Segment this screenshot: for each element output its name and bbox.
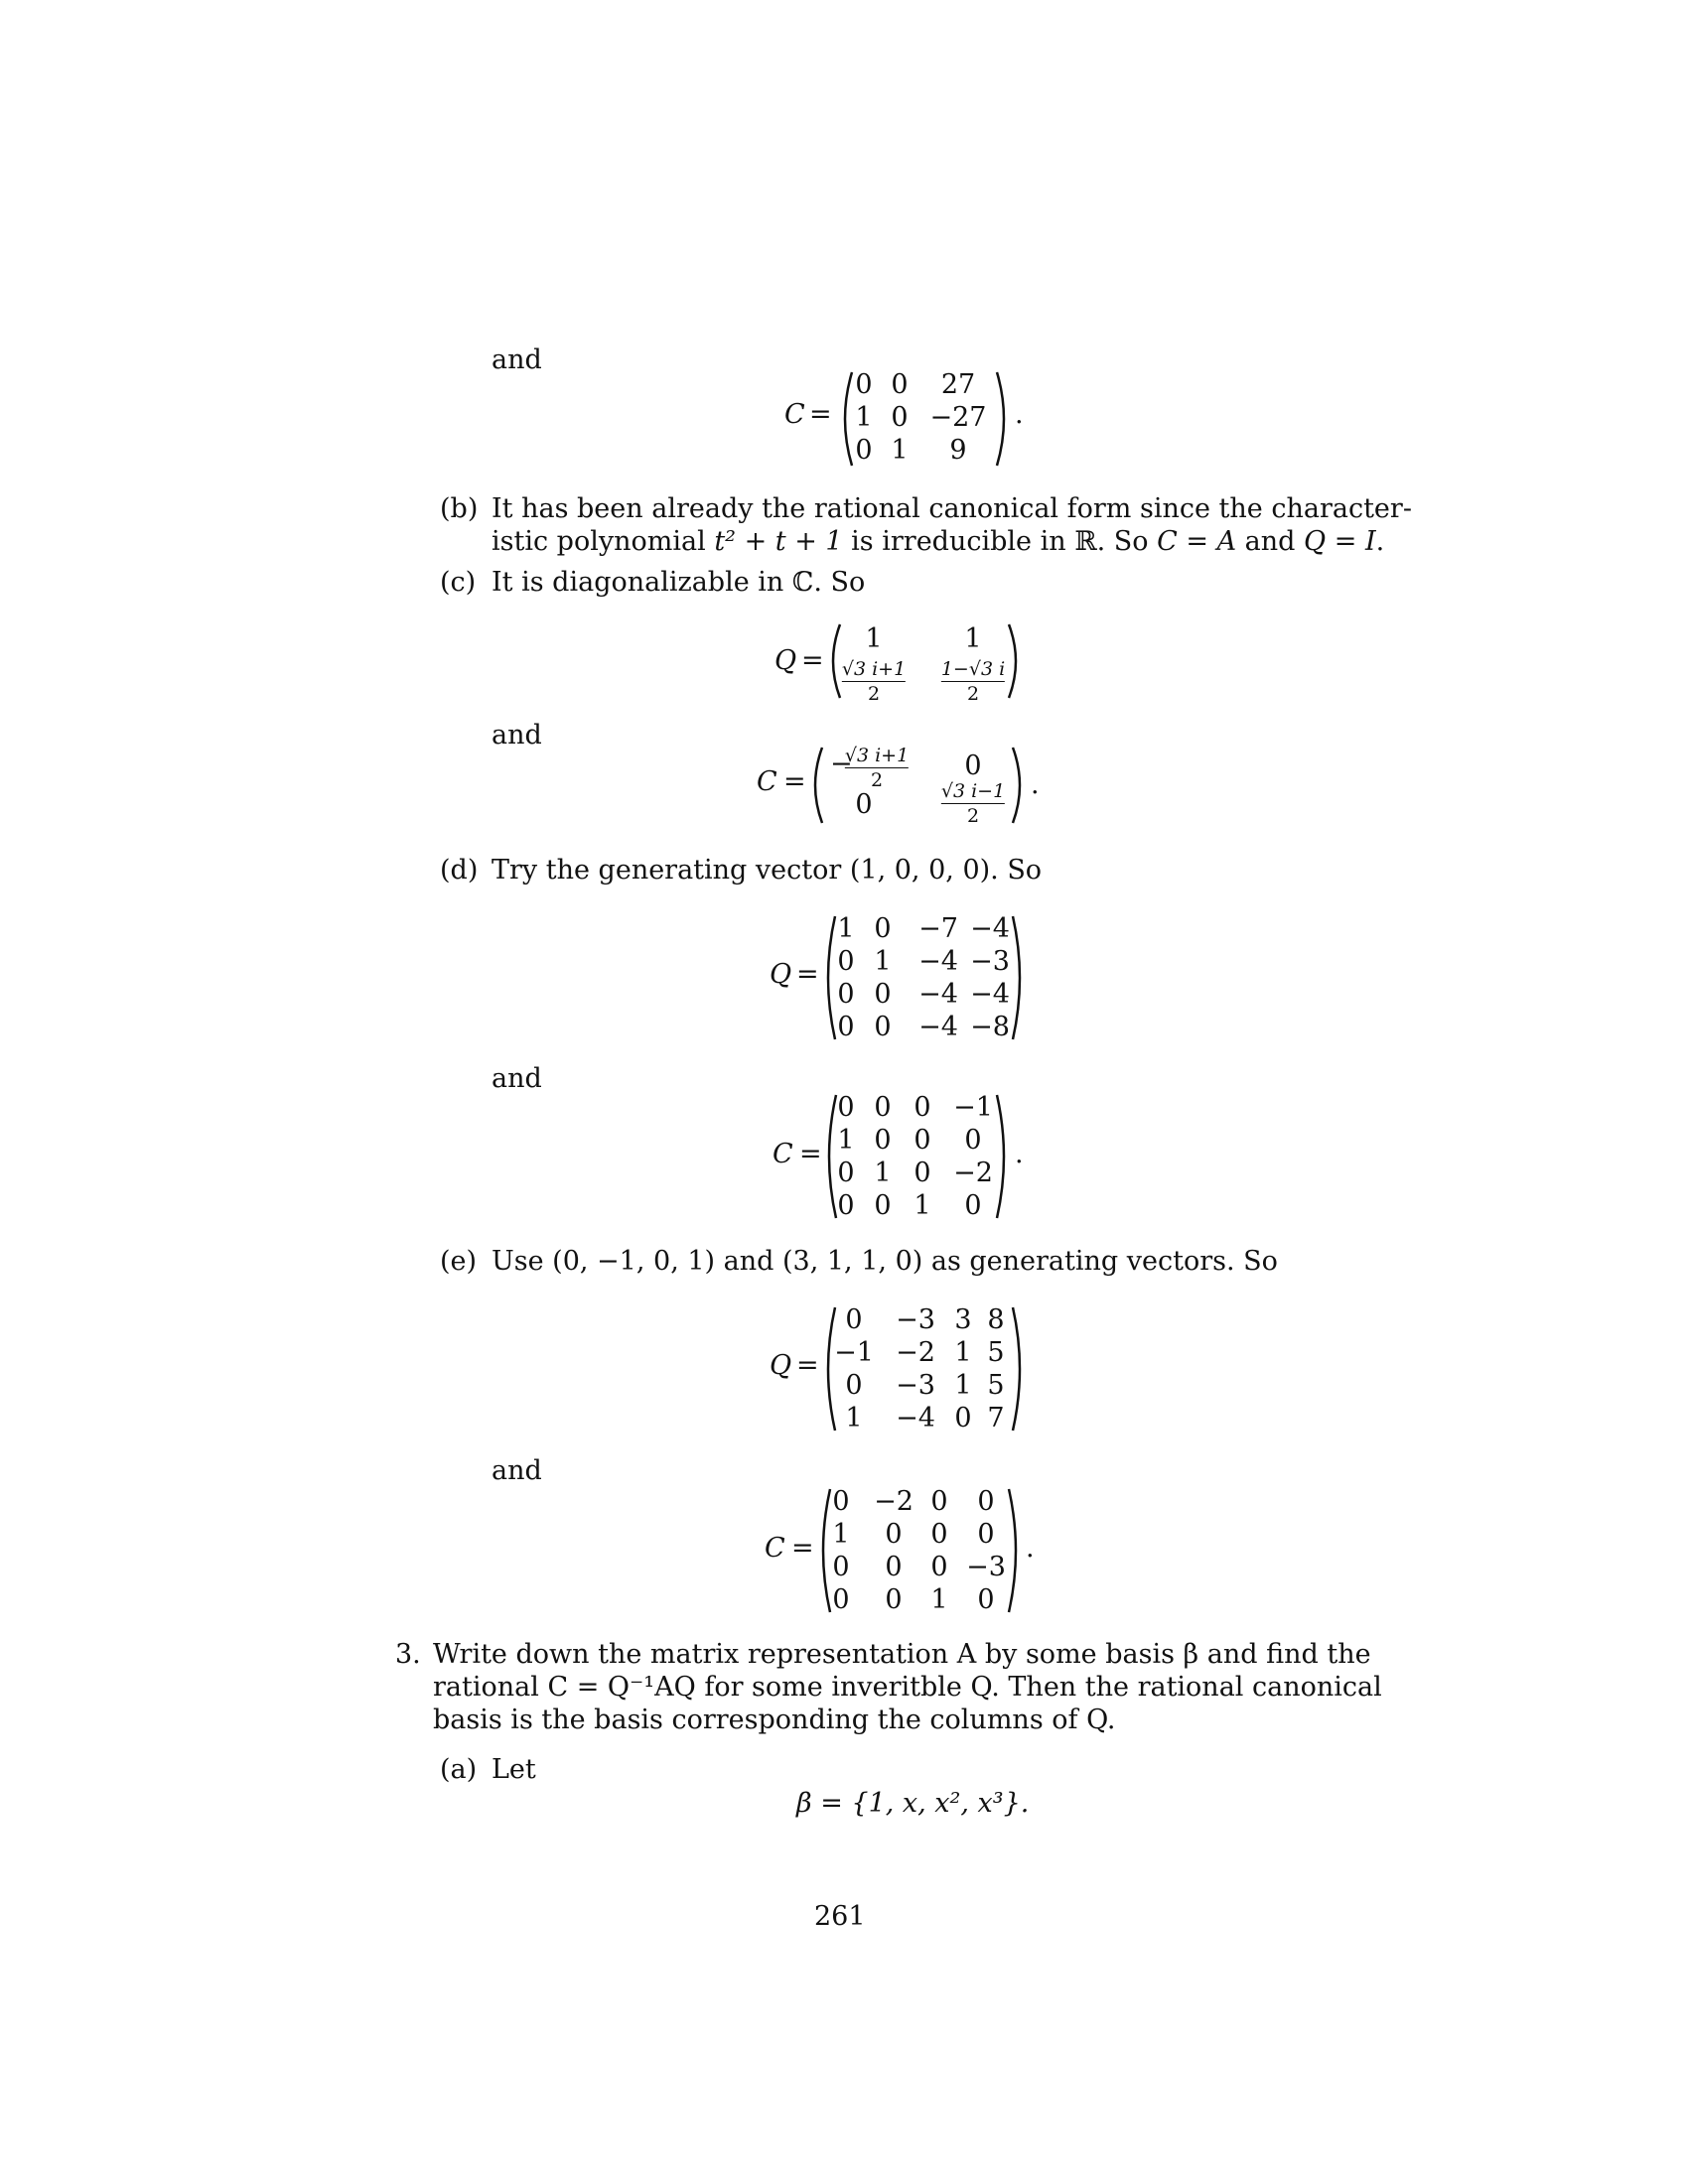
equals-sign: = — [799, 1139, 822, 1169]
denominator: 2 — [966, 683, 980, 705]
period: . — [1031, 769, 1040, 800]
c-symbol: C — [757, 766, 777, 797]
matrix-cell: 0 — [832, 1486, 850, 1517]
part-e-label: (e) — [440, 1246, 478, 1277]
matrix-cell: 0 — [930, 1486, 948, 1517]
right-paren — [993, 1092, 1013, 1221]
matrix-cell: 1 — [964, 623, 982, 654]
matrix-cell: 1 — [930, 1584, 948, 1615]
matrix-cell: −3 — [970, 946, 1010, 977]
matrix-cell: 0 — [832, 1584, 850, 1615]
matrix-cell: −3 — [966, 1552, 1006, 1582]
c-symbol: C — [773, 1139, 793, 1169]
matrix-cell: 0 — [837, 946, 855, 977]
matrix-cell: 0 — [930, 1519, 948, 1550]
equals-sign: = — [783, 766, 806, 797]
matrix-cell: −8 — [970, 1012, 1010, 1042]
numerator: 1−√3 i — [940, 658, 1006, 680]
left-paren — [814, 1486, 834, 1615]
matrix-cell: 0 — [954, 1403, 972, 1433]
problem-3-line2: rational C = Q⁻¹AQ for some inveritble Q. Then the rational canonical — [433, 1672, 1382, 1703]
matrix-cell: −4 — [970, 979, 1010, 1010]
matrix-cell: −1 — [953, 1092, 993, 1123]
text: and — [1236, 526, 1305, 557]
right-paren — [1009, 913, 1029, 1042]
matrix-cell: 1 — [874, 1158, 892, 1188]
page-number: 261 — [814, 1901, 866, 1932]
q-symbol: Q — [770, 1350, 792, 1381]
minus-sign: − — [830, 749, 853, 779]
and-word: and — [492, 720, 542, 751]
matrix-cell: 0 — [930, 1552, 948, 1582]
c-symbol: C — [784, 399, 805, 430]
matrix-cell: 0 — [914, 1092, 931, 1123]
equals-sign: = — [801, 645, 824, 676]
fraction — [845, 745, 909, 791]
and-word: and — [492, 1063, 542, 1094]
matrix-cell: 0 — [855, 435, 873, 466]
text: is irreducible in ℝ. So — [842, 526, 1158, 557]
matrix-cell: −27 — [929, 402, 987, 433]
part-c-text: It is diagonalizable in ℂ. So — [492, 567, 866, 598]
matrix-cell: 1 — [832, 1519, 850, 1550]
matrix-cell: 0 — [964, 1125, 982, 1156]
matrix-cell: 1 — [837, 913, 855, 944]
matrix-cell: 0 — [885, 1584, 903, 1615]
right-paren — [1009, 745, 1029, 826]
problem-number: 3. — [395, 1639, 421, 1670]
c-equals-a: C = A — [1157, 526, 1237, 557]
fraction — [941, 658, 1005, 705]
matrix-cell: −4 — [896, 1403, 935, 1433]
matrix-cell: 0 — [845, 1304, 863, 1335]
matrix-cell: 1 — [954, 1370, 972, 1401]
matrix-cell: −2 — [874, 1486, 914, 1517]
denominator: 2 — [870, 769, 884, 791]
matrix-cell: −2 — [953, 1158, 993, 1188]
matrix-cell: −7 — [918, 913, 958, 944]
fraction — [842, 658, 906, 705]
matrix-cell: 1 — [837, 1125, 855, 1156]
part-d-label: (d) — [440, 855, 479, 886]
left-paren — [806, 745, 826, 826]
period: . — [1026, 1533, 1035, 1564]
left-paren — [819, 913, 839, 1042]
polynomial: t² + t + 1 — [714, 526, 843, 557]
and-word: and — [492, 344, 542, 375]
matrix-cell: 7 — [987, 1403, 1005, 1433]
right-paren — [1005, 1486, 1025, 1615]
numerator: √3 i+1 — [844, 745, 910, 766]
matrix-cell: 1 — [874, 946, 892, 977]
matrix-cell: 27 — [940, 369, 976, 400]
matrix-cell: −3 — [896, 1304, 935, 1335]
matrix-cell: 1 — [845, 1403, 863, 1433]
numerator: √3 i−1 — [940, 780, 1006, 802]
matrix-cell: 0 — [977, 1519, 995, 1550]
text: istic polynomial — [492, 526, 715, 557]
matrix-cell: 0 — [874, 1125, 892, 1156]
matrix-cell: 0 — [977, 1486, 995, 1517]
matrix-cell: 0 — [977, 1584, 995, 1615]
matrix-cell: 1 — [865, 623, 883, 654]
part-b-label: (b) — [440, 493, 479, 524]
matrix-cell: 5 — [987, 1337, 1005, 1368]
equals-sign: = — [796, 1350, 819, 1381]
matrix-cell: 1 — [954, 1337, 972, 1368]
denominator: 2 — [867, 683, 881, 705]
matrix-cell: 0 — [874, 1012, 892, 1042]
matrix-cell: 0 — [885, 1552, 903, 1582]
matrix-cell: 0 — [914, 1125, 931, 1156]
equals-sign: = — [796, 959, 819, 990]
matrix-cell: 0 — [837, 1092, 855, 1123]
problem-3-line3: basis is the basis corresponding the columns of Q. — [433, 1705, 1116, 1735]
c-symbol: C — [765, 1533, 785, 1564]
basis-equation: β = {1, x, x², x³}. — [796, 1788, 1030, 1819]
matrix-cell: 8 — [987, 1304, 1005, 1335]
matrix-cell: 0 — [885, 1519, 903, 1550]
matrix-cell: 0 — [855, 789, 873, 820]
matrix-cell: 0 — [874, 1092, 892, 1123]
matrix-cell: 3 — [954, 1304, 972, 1335]
and-word: and — [492, 1455, 542, 1486]
right-paren — [1005, 621, 1025, 701]
part-e-text: Use (0, −1, 0, 1) and (3, 1, 1, 0) as generating vectors. So — [492, 1246, 1278, 1277]
part-b-line1: It has been already the rational canonical form since the character- — [492, 493, 1412, 524]
part-b-line2 — [492, 525, 1384, 558]
equals-sign: = — [791, 1533, 814, 1564]
problem-3-line1: Write down the matrix representation A by some basis β and find the — [433, 1639, 1371, 1670]
right-paren — [993, 369, 1013, 469]
matrix-cell: −4 — [918, 979, 958, 1010]
matrix-cell: 0 — [891, 402, 909, 433]
numerator: √3 i+1 — [841, 658, 907, 680]
matrix-cell: 0 — [914, 1158, 931, 1188]
matrix-cell: 0 — [855, 369, 873, 400]
matrix-cell: 0 — [874, 1190, 892, 1221]
matrix-cell: −4 — [970, 913, 1010, 944]
part-a-text: Let — [492, 1754, 536, 1785]
q-equals-i: Q = I — [1304, 526, 1376, 557]
matrix-cell: 1 — [914, 1190, 931, 1221]
fraction — [941, 780, 1005, 827]
left-paren — [819, 1304, 839, 1433]
period: . — [1015, 399, 1024, 430]
matrix-cell: 0 — [891, 369, 909, 400]
matrix-cell: 0 — [874, 979, 892, 1010]
denominator: 2 — [966, 805, 980, 827]
q-symbol: Q — [774, 645, 797, 676]
matrix-cell: −4 — [918, 1012, 958, 1042]
part-c-label: (c) — [440, 567, 477, 598]
matrix-cell: 0 — [837, 1012, 855, 1042]
matrix-cell: −3 — [896, 1370, 935, 1401]
period: . — [1015, 1139, 1024, 1169]
matrix-cell: −1 — [834, 1337, 874, 1368]
matrix-cell: 0 — [964, 1190, 982, 1221]
matrix-cell: 0 — [837, 979, 855, 1010]
matrix-cell: 9 — [949, 435, 967, 466]
matrix-cell: 0 — [837, 1190, 855, 1221]
q-symbol: Q — [770, 959, 792, 990]
matrix-cell: 0 — [964, 751, 982, 781]
matrix-cell: 0 — [832, 1552, 850, 1582]
part-d-text: Try the generating vector (1, 0, 0, 0). So — [492, 855, 1043, 886]
matrix-cell: −4 — [918, 946, 958, 977]
right-paren — [1009, 1304, 1029, 1433]
matrix-cell: 0 — [837, 1158, 855, 1188]
part-a-label: (a) — [440, 1754, 478, 1785]
matrix-cell: 5 — [987, 1370, 1005, 1401]
matrix-cell: 0 — [874, 913, 892, 944]
equals-sign: = — [809, 399, 832, 430]
matrix-cell: −2 — [896, 1337, 935, 1368]
matrix-cell: 1 — [855, 402, 873, 433]
matrix-cell: 0 — [845, 1370, 863, 1401]
left-paren — [836, 369, 856, 469]
text: . — [1375, 526, 1385, 557]
matrix-cell: 1 — [891, 435, 909, 466]
